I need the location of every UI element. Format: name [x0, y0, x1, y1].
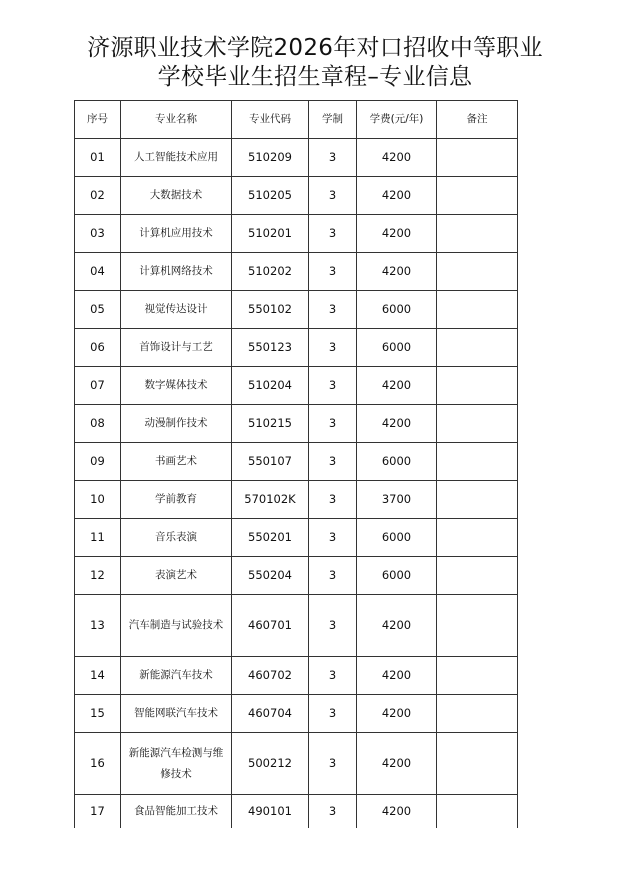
table-row [75, 595, 518, 657]
cell-code: 460701 [232, 595, 309, 657]
cell-no: 09 [75, 443, 121, 481]
cell-note [437, 795, 518, 828]
cell-code: 570102K [232, 481, 309, 519]
cell-fee: 3700 [357, 481, 437, 519]
cell-note [437, 557, 518, 595]
header-note: 备注 [437, 101, 518, 139]
cell-name: 视觉传达设计 [121, 291, 232, 329]
table-row [75, 367, 518, 405]
cell-fee: 4200 [357, 695, 437, 733]
title-line-2: 学校毕业生招生章程–专业信息 [157, 64, 473, 90]
cell-years: 3 [309, 695, 357, 733]
cell-code: 460704 [232, 695, 309, 733]
cell-no: 02 [75, 177, 121, 215]
table-row [75, 557, 518, 595]
cell-years: 3 [309, 215, 357, 253]
table-row [75, 215, 518, 253]
table-row [75, 405, 518, 443]
cell-no: 15 [75, 695, 121, 733]
cell-years: 3 [309, 519, 357, 557]
cell-note [437, 519, 518, 557]
cell-name: 计算机应用技术 [121, 215, 232, 253]
table-row [75, 695, 518, 733]
cell-name: 学前教育 [121, 481, 232, 519]
cell-no: 03 [75, 215, 121, 253]
table-row [75, 795, 518, 828]
cell-fee: 4200 [357, 139, 437, 177]
cell-years: 3 [309, 657, 357, 695]
cell-fee: 4200 [357, 177, 437, 215]
cell-fee: 4200 [357, 253, 437, 291]
cell-fee: 6000 [357, 519, 437, 557]
cell-note [437, 443, 518, 481]
cell-code: 550102 [232, 291, 309, 329]
cell-note [437, 215, 518, 253]
cell-no: 17 [75, 795, 121, 828]
table-row [75, 733, 518, 795]
table-row [75, 253, 518, 291]
cell-fee: 4200 [357, 405, 437, 443]
cell-name: 汽车制造与试验技术 [121, 595, 232, 657]
cell-years: 3 [309, 481, 357, 519]
cell-code: 510201 [232, 215, 309, 253]
cell-no: 04 [75, 253, 121, 291]
cell-fee: 4200 [357, 367, 437, 405]
table-row [75, 139, 518, 177]
cell-years: 3 [309, 367, 357, 405]
cell-note [437, 733, 518, 795]
cell-name: 食品智能加工技术 [121, 795, 232, 828]
header-fee: 学费(元/年) [357, 101, 437, 139]
cell-name: 首饰设计与工艺 [121, 329, 232, 367]
cell-name: 音乐表演 [121, 519, 232, 557]
cell-code: 510202 [232, 253, 309, 291]
cell-code: 550204 [232, 557, 309, 595]
cell-name: 表演艺术 [121, 557, 232, 595]
cell-years: 3 [309, 291, 357, 329]
cell-name: 人工智能技术应用 [121, 139, 232, 177]
cell-years: 3 [309, 557, 357, 595]
table-row [75, 329, 518, 367]
cell-fee: 4200 [357, 733, 437, 795]
majors-table [74, 100, 518, 828]
cell-fee: 6000 [357, 291, 437, 329]
cell-code: 510209 [232, 139, 309, 177]
cell-name: 数字媒体技术 [121, 367, 232, 405]
cell-no: 07 [75, 367, 121, 405]
cell-no: 16 [75, 733, 121, 795]
cell-note [437, 695, 518, 733]
cell-fee: 4200 [357, 215, 437, 253]
cell-code: 510215 [232, 405, 309, 443]
cell-no: 08 [75, 405, 121, 443]
cell-note [437, 177, 518, 215]
cell-code: 500212 [232, 733, 309, 795]
cell-years: 3 [309, 795, 357, 828]
table-row [75, 519, 518, 557]
cell-fee: 6000 [357, 557, 437, 595]
page-title [0, 34, 630, 92]
cell-code: 550107 [232, 443, 309, 481]
cell-note [437, 405, 518, 443]
cell-name: 计算机网络技术 [121, 253, 232, 291]
cell-note [437, 595, 518, 657]
cell-years: 3 [309, 253, 357, 291]
cell-fee: 4200 [357, 657, 437, 695]
cell-years: 3 [309, 595, 357, 657]
cell-note [437, 139, 518, 177]
cell-no: 01 [75, 139, 121, 177]
cell-code: 510204 [232, 367, 309, 405]
cell-note [437, 367, 518, 405]
cell-code: 510205 [232, 177, 309, 215]
cell-name: 大数据技术 [121, 177, 232, 215]
header-name: 专业名称 [121, 101, 232, 139]
cell-fee: 4200 [357, 595, 437, 657]
table-row [75, 481, 518, 519]
cell-name: 新能源汽车技术 [121, 657, 232, 695]
cell-fee: 4200 [357, 795, 437, 828]
table-header-row [75, 101, 518, 139]
cell-no: 11 [75, 519, 121, 557]
cell-years: 3 [309, 733, 357, 795]
cell-note [437, 481, 518, 519]
cell-note [437, 657, 518, 695]
cell-years: 3 [309, 443, 357, 481]
cell-name: 新能源汽车检测与维修技术 [121, 733, 232, 795]
cell-note [437, 253, 518, 291]
cell-no: 05 [75, 291, 121, 329]
cell-name: 动漫制作技术 [121, 405, 232, 443]
cell-no: 06 [75, 329, 121, 367]
header-no: 序号 [75, 101, 121, 139]
cell-years: 3 [309, 139, 357, 177]
cell-years: 3 [309, 329, 357, 367]
cell-no: 14 [75, 657, 121, 695]
cell-no: 12 [75, 557, 121, 595]
header-years: 学制 [309, 101, 357, 139]
cell-note [437, 329, 518, 367]
table-row [75, 291, 518, 329]
cell-fee: 6000 [357, 443, 437, 481]
cell-code: 490101 [232, 795, 309, 828]
cell-no: 10 [75, 481, 121, 519]
table-row [75, 177, 518, 215]
cell-years: 3 [309, 405, 357, 443]
title-line-1: 济源职业技术学院2026年对口招收中等职业 [87, 35, 543, 61]
table-body [75, 139, 518, 828]
cell-no: 13 [75, 595, 121, 657]
cell-years: 3 [309, 177, 357, 215]
cell-note [437, 291, 518, 329]
header-code: 专业代码 [232, 101, 309, 139]
table-row [75, 657, 518, 695]
cell-fee: 6000 [357, 329, 437, 367]
cell-code: 550201 [232, 519, 309, 557]
table-row [75, 443, 518, 481]
cell-code: 550123 [232, 329, 309, 367]
cell-name: 智能网联汽车技术 [121, 695, 232, 733]
cell-code: 460702 [232, 657, 309, 695]
cell-name: 书画艺术 [121, 443, 232, 481]
